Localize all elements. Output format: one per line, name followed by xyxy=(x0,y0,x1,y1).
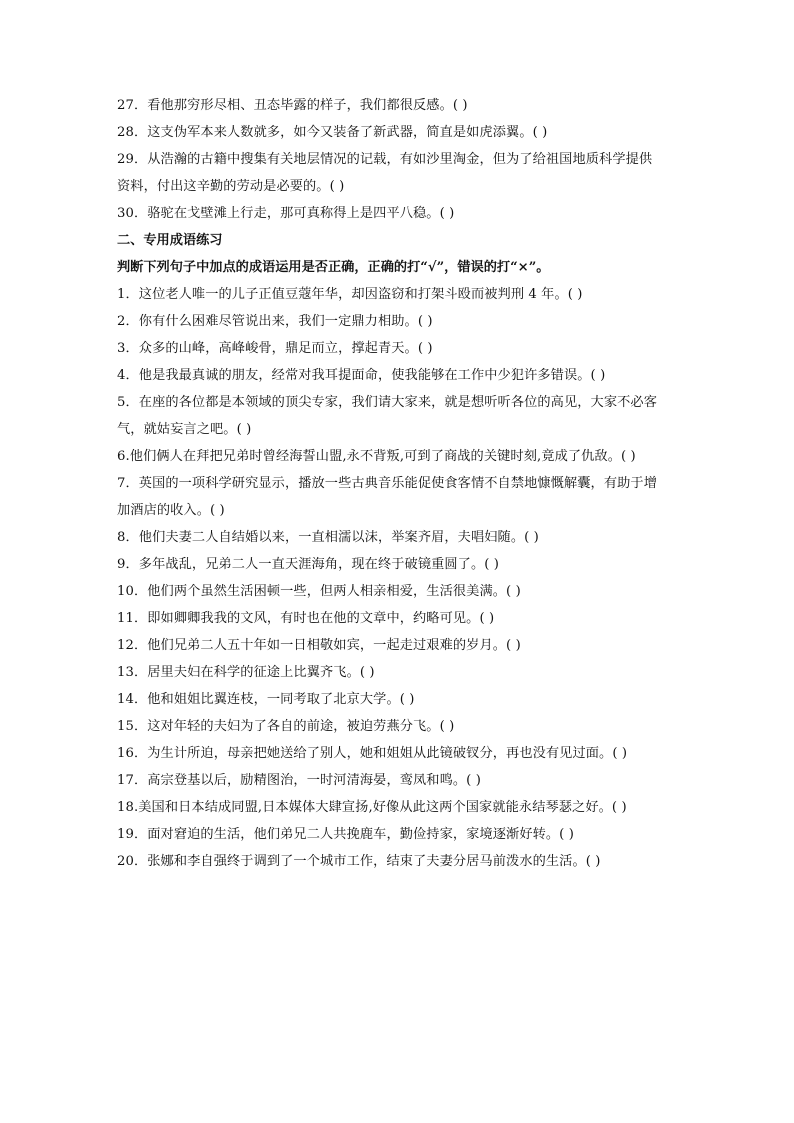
question-19: 19．面对窘迫的生活，他们弟兄二人共挽鹿车，勤俭持家，家境逐渐好转。( ) xyxy=(117,827,574,842)
question-7-line-1: 7．英国的一项科学研究显示，播放一些古典音乐能促使食客情不自禁地慷慨解囊，有助于增 xyxy=(117,476,657,491)
question-9: 9．多年战乱，兄弟二人一直天涯海角，现在终于破镜重圆了。( ) xyxy=(117,557,500,572)
document-content xyxy=(117,92,682,875)
question-13: 13．居里夫妇在科学的征途上比翼齐飞。( ) xyxy=(117,665,375,680)
question-15: 15．这对年轻的夫妇为了各自的前途，被迫劳燕分飞。( ) xyxy=(117,719,455,734)
question-27: 27．看他那穷形尽相、丑态毕露的样子，我们都很反感。( ) xyxy=(117,98,468,113)
question-29-line-2: 资料，付出这辛勤的劳动是必要的。( ) xyxy=(117,179,345,194)
question-12: 12．他们兄弟二人五十年如一日相敬如宾，一起走过艰难的岁月。( ) xyxy=(117,638,521,653)
section-title: 二、专用成语练习 xyxy=(117,233,223,248)
question-11: 11．即如卿卿我我的文风，有时也在他的文章中，约略可见。( ) xyxy=(117,611,495,626)
question-10: 10．他们两个虽然生活困顿一些，但两人相亲相爱，生活很美满。( ) xyxy=(117,584,521,599)
question-30: 30．骆驼在戈壁滩上行走，那可真称得上是四平八稳。( ) xyxy=(117,206,455,221)
question-17: 17．高宗登基以后，励精图治，一时河清海晏，鸾凤和鸣。( ) xyxy=(117,773,481,788)
instruction: 判断下列句子中加点的成语运用是否正确，正确的打“√”，错误的打“×”。 xyxy=(117,260,550,275)
question-4: 4．他是我最真诚的朋友，经常对我耳提面命，使我能够在工作中少犯许多错误。( ) xyxy=(117,368,606,383)
question-28: 28．这支伪军本来人数就多，如今又装备了新武器，简直是如虎添翼。( ) xyxy=(117,125,548,140)
question-29-line-1: 29．从浩瀚的古籍中搜集有关地层情况的记载，有如沙里淘金，但为了给祖国地质科学提供 xyxy=(117,152,653,167)
question-20: 20．张娜和李自强终于调到了一个城市工作，结束了夫妻分居马前泼水的生活。( ) xyxy=(117,854,601,869)
question-7-line-2: 加酒店的收入。( ) xyxy=(117,503,225,518)
question-5-line-2: 气，就姑妄言之吧。( ) xyxy=(117,422,252,437)
question-8: 8．他们夫妻二人自结婚以来，一直相濡以沫，举案齐眉，夫唱妇随。( ) xyxy=(117,530,539,545)
question-18: 18.美国和日本结成同盟,日本媒体大肆宣扬,好像从此这两个国家就能永结琴瑟之好。( ) xyxy=(117,800,627,815)
question-3: 3．众多的山峰，高峰峻骨，鼎足而立，撑起青天。( ) xyxy=(117,341,433,356)
question-14: 14．他和姐姐比翼连枝，一同考取了北京大学。( ) xyxy=(117,692,415,707)
question-1: 1．这位老人唯一的儿子正值豆蔻年华，却因盗窃和打架斗殴而被判刑 4 年。( ) xyxy=(117,287,583,302)
question-2: 2．你有什么困难尽管说出来，我们一定鼎力相助。( ) xyxy=(117,314,433,329)
question-6: 6.他们俩人在拜把兄弟时曾经海誓山盟,永不背叛,可到了商战的关键时刻,竟成了仇敌。( ) xyxy=(117,449,636,464)
question-16: 16．为生计所迫，母亲把她送给了别人，她和姐姐从此镜破钗分，再也没有见过面。( ) xyxy=(117,746,628,761)
question-5-line-1: 5．在座的各位都是本领域的顶尖专家，我们请大家来，就是想听听各位的高见，大家不必客 xyxy=(117,395,657,410)
